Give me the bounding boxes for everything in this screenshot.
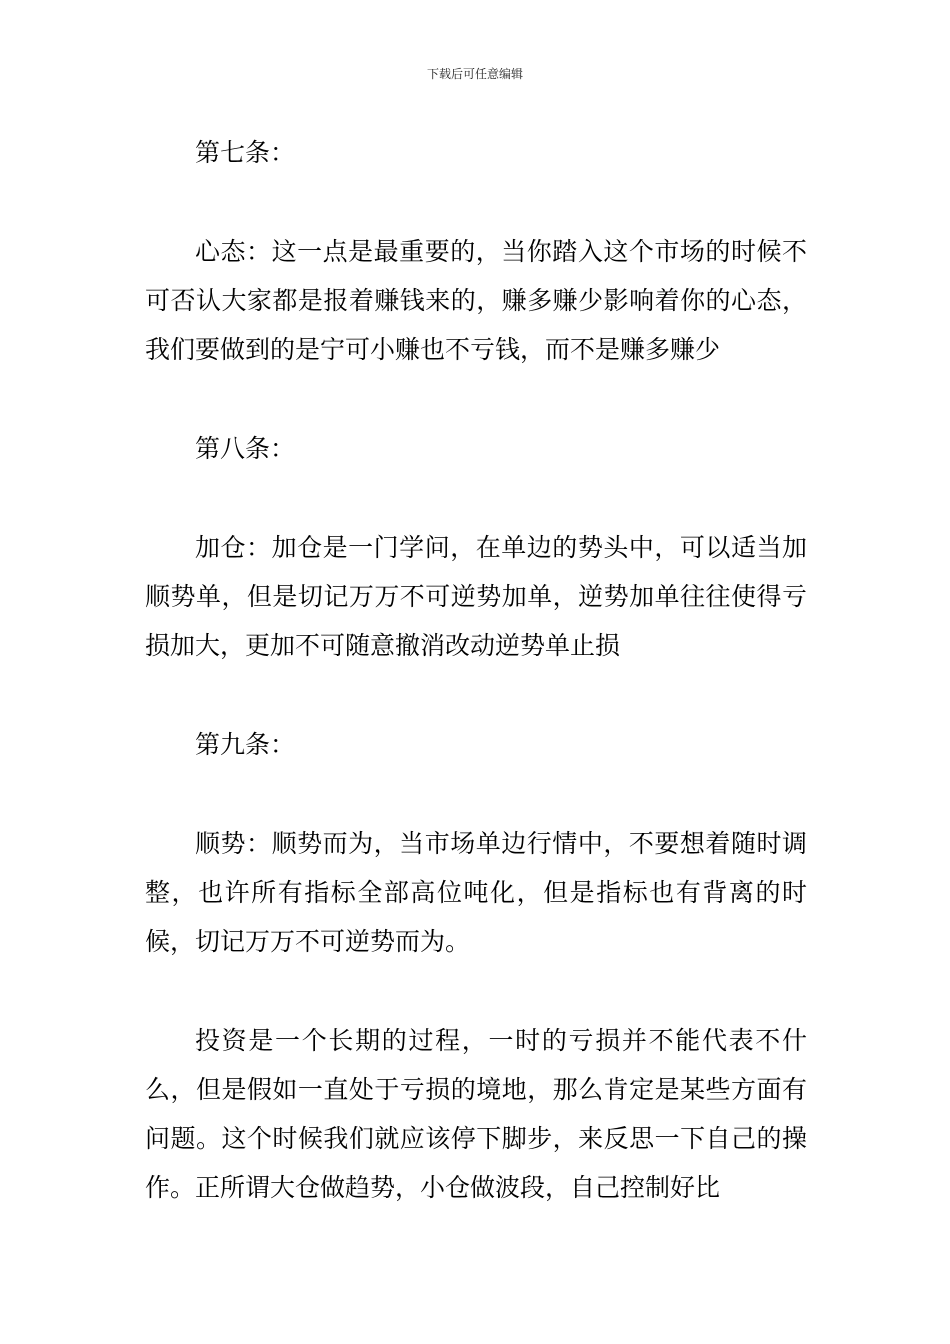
paragraph-mindset: 心态：这一点是最重要的，当你踏入这个市场的时候不可否认大家都是报着赚钱来的，赚多赚少影响着你的心态，我们要做到的是宁可小赚也不亏钱，而不是赚多赚少 [145,237,807,364]
page-header: 下载后可任意编辑 [426,67,523,81]
paragraph-investment-process: 投资是一个长期的过程，一时的亏损并不能代表不什么，但是假如一直处于亏损的境地，那么肯定是某些方面有问题。这个时候我们就应该停下脚步，来反思一下自己的操作。正所谓大仓做趋势，小仓做波段，自己控制好比 [145,1026,807,1202]
document-body [145,128,807,1262]
heading-article-9: 第九条： [195,730,296,759]
heading-article-7: 第七条： [195,138,296,167]
paragraph-adding-position: 加仓：加仓是一门学问，在单边的势头中，可以适当加顺势单，但是切记万万不可逆势加单，逆势加单往往使得亏损加大，更加不可随意撤消改动逆势单止损 [145,533,807,660]
heading-article-8: 第八条： [195,434,296,463]
paragraph-follow-trend: 顺势：顺势而为，当市场单边行情中，不要想着随时调整，也许所有指标全部高位吨化，但是指标也有背离的时候，切记万万不可逆势而为。 [145,829,807,956]
